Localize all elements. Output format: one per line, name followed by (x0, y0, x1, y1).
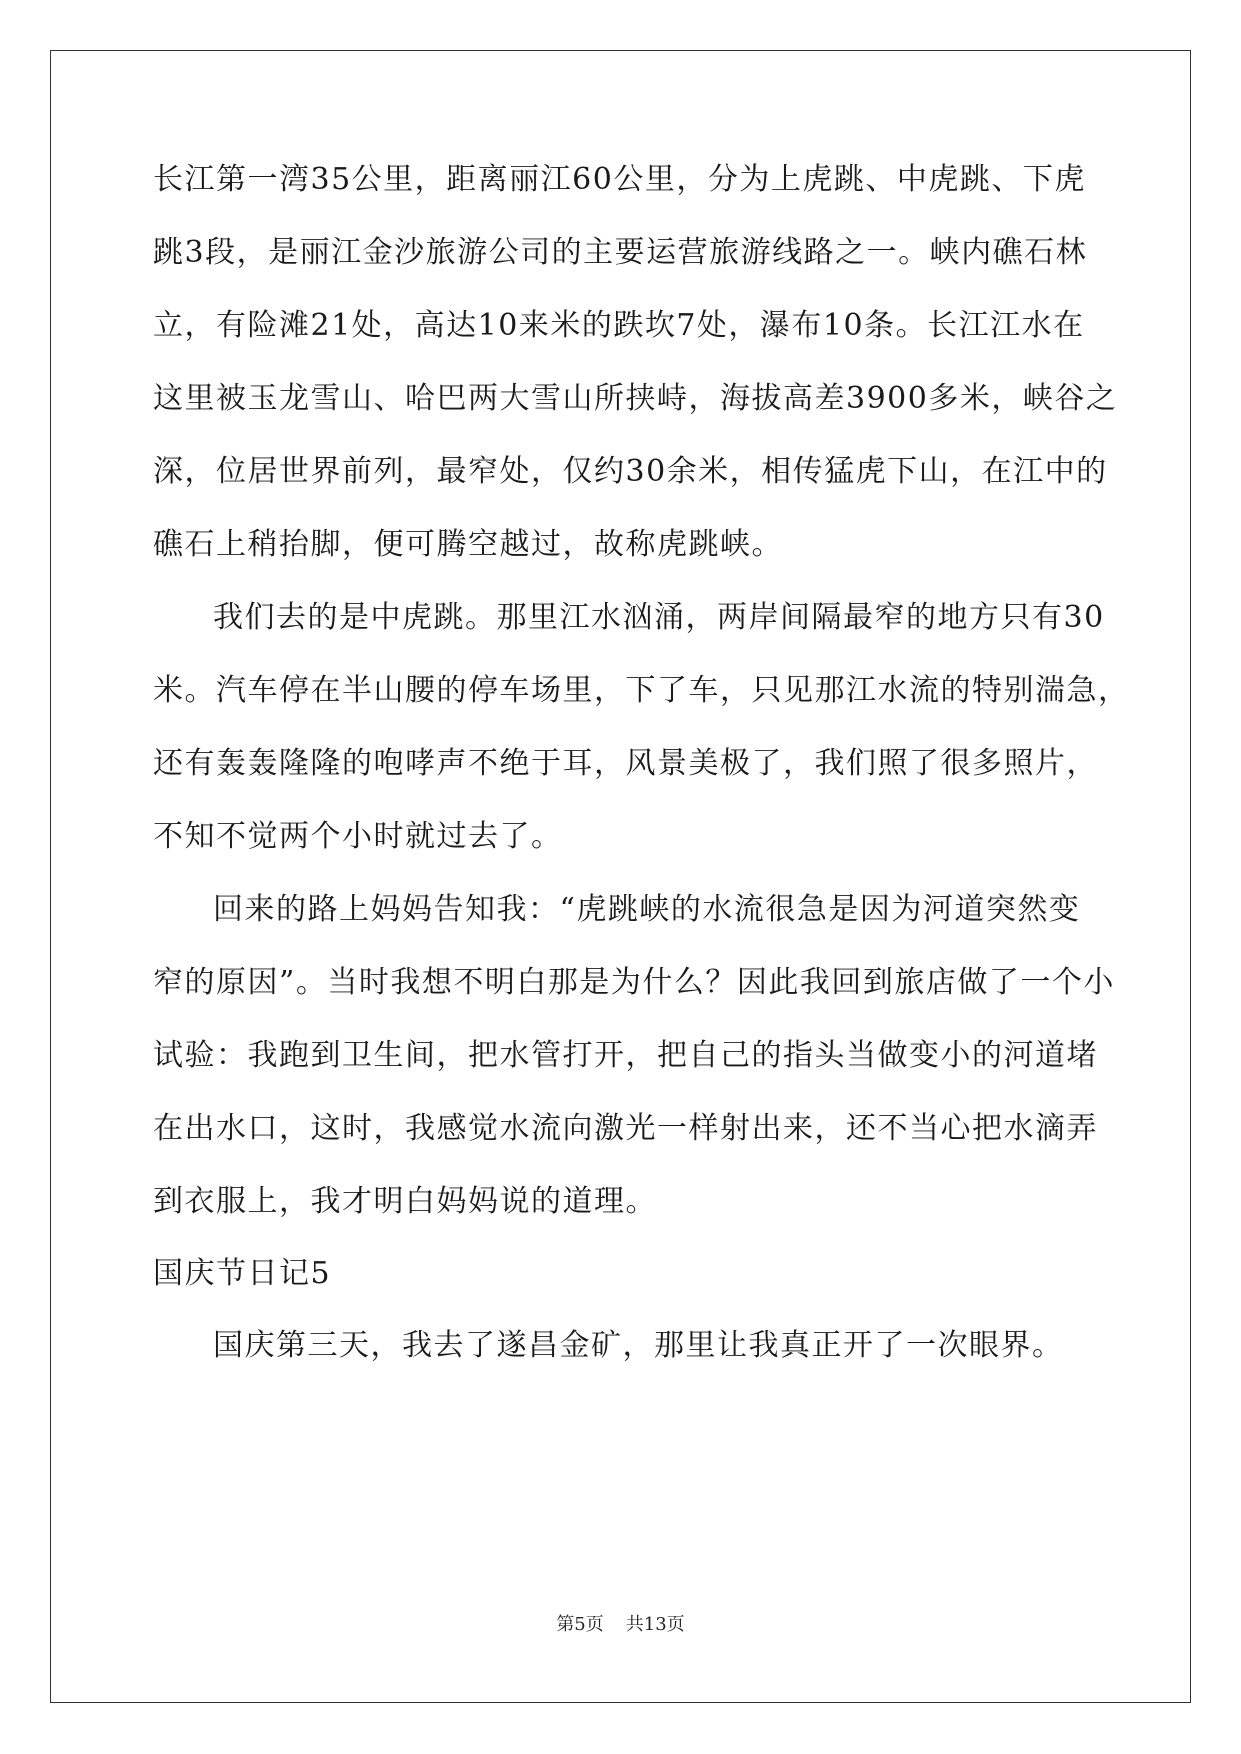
paragraph-line: 国庆第三天，我去了遂昌金矿，那里让我真正开了一次眼界。 (213, 1328, 1064, 1363)
paragraph-line: 长江第一湾35公里，距离丽江60公里，分为上虎跳、中虎跳、下虎 (153, 162, 1086, 197)
paragraph-line: 回来的路上妈妈告知我：“虎跳峡的水流很急是因为河道突然变 (213, 892, 1081, 927)
paragraph-line: 试验：我跑到卫生间，把水管打开，把自己的指头当做变小的河道堵 (153, 1038, 1098, 1073)
paragraph-line: 不知不觉两个小时就过去了。 (153, 819, 563, 854)
section-heading: 国庆节日记5 (153, 1256, 332, 1291)
paragraph-line: 在出水口，这时，我感觉水流向激光一样射出来，还不当心把水滴弄 (153, 1111, 1098, 1146)
paragraph-line: 还有轰轰隆隆的咆哮声不绝于耳，风景美极了，我们照了很多照片， (153, 746, 1098, 781)
paragraph-line: 立，有险滩21处，高达10来米的跌坎7处，瀑布10条。长江江水在 (153, 308, 1085, 343)
page-total: 共13页 (625, 1614, 685, 1635)
page-border (50, 50, 1191, 1703)
paragraph-line: 到衣服上，我才明白妈妈说的道理。 (153, 1184, 657, 1219)
paragraph-line: 这里被玉龙雪山、哈巴两大雪山所挟峙，海拔高差3900多米，峡谷之 (153, 381, 1118, 416)
paragraph-line: 我们去的是中虎跳。那里江水汹涌，两岸间隔最窄的地方只有30 (213, 600, 1105, 635)
paragraph-line: 礁石上稍抬脚，便可腾空越过，故称虎跳峡。 (153, 527, 783, 562)
page-number: 第5页 (556, 1614, 604, 1635)
paragraph-line: 跳3段，是丽江金沙旅游公司的主要运营旅游线路之一。峡内礁石林 (153, 235, 1088, 270)
paragraph-line: 窄的原因”。当时我想不明白那是为什么？因此我回到旅店做了一个小 (153, 965, 1115, 1000)
paragraph-line: 深，位居世界前列，最窄处，仅约30余米，相传猛虎下山，在江中的 (153, 454, 1108, 489)
page-footer (0, 1610, 1241, 1636)
paragraph-line: 米。汽车停在半山腰的停车场里，下了车，只见那江水流的特别湍急， (153, 673, 1130, 708)
